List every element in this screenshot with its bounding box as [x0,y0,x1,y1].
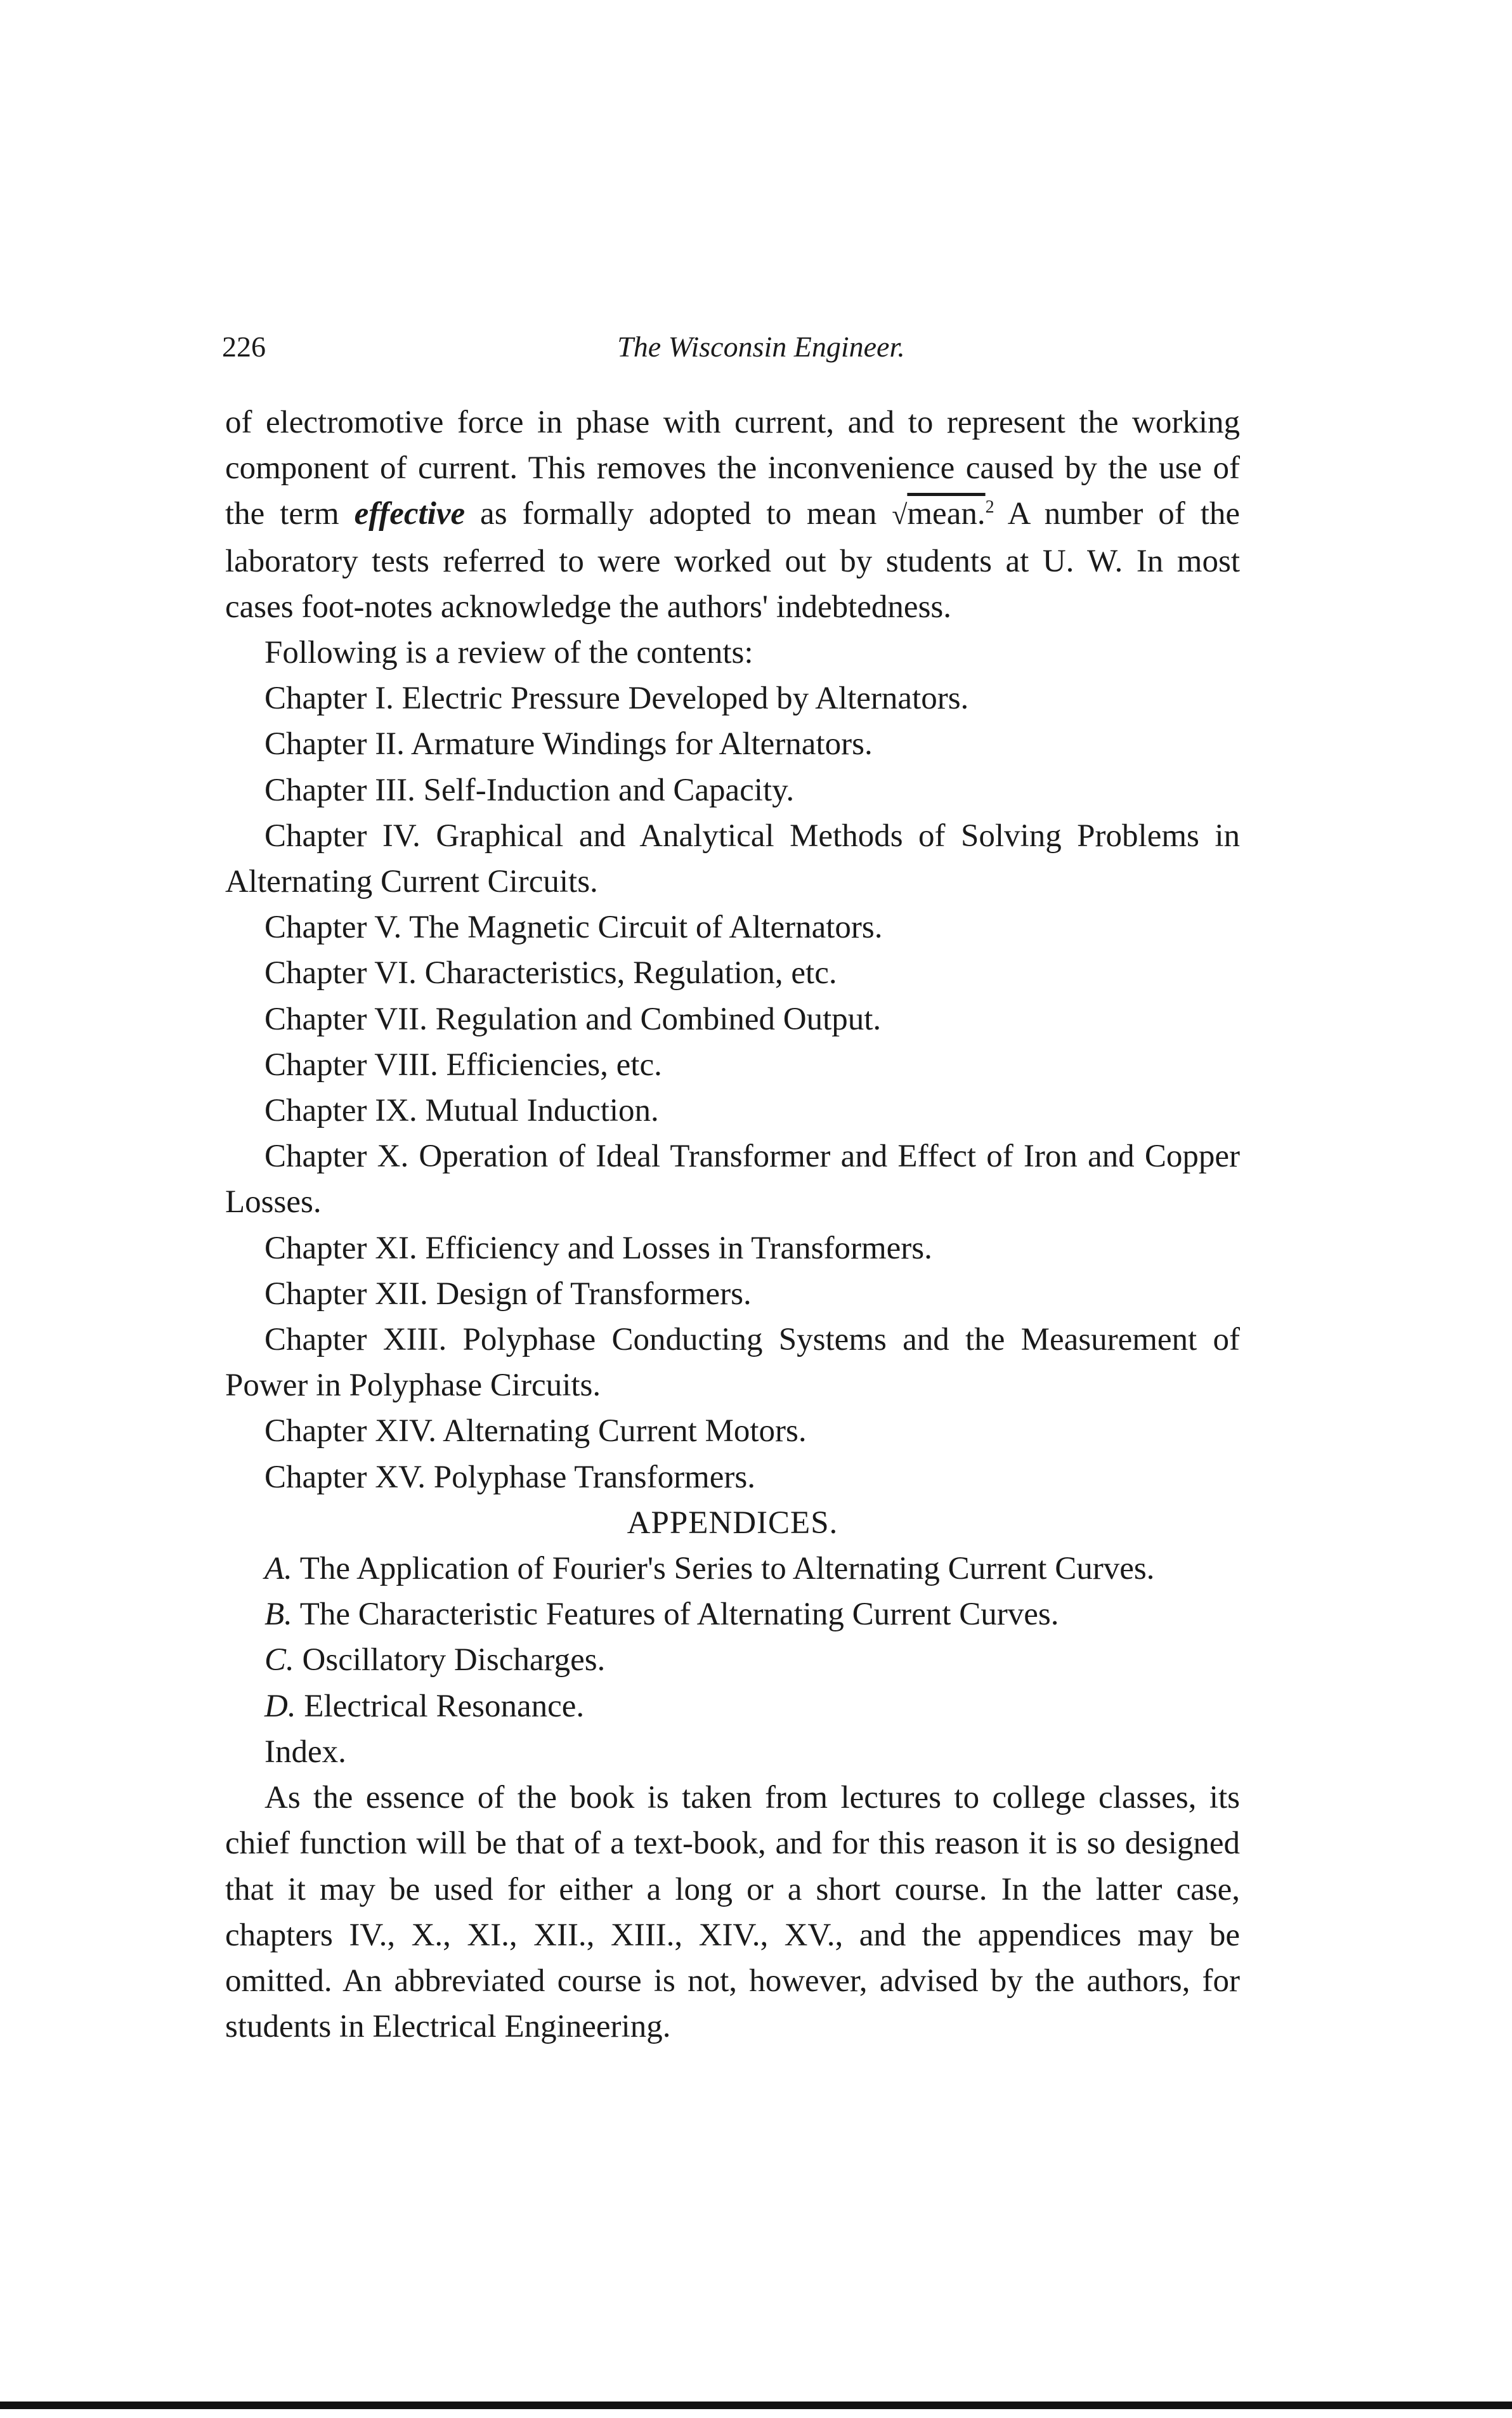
page-header [222,330,1249,374]
appendix-letter: A. [264,1551,292,1587]
sqrt-expression [892,491,994,538]
chapter-item: Chapter VII. Regulation and Combined Output. [264,1001,882,1037]
appendix-text: The Application of Fourier's Series to Alternating Current Curves. [292,1551,1155,1587]
intro-paragraph [225,400,1240,630]
closing-paragraph: As the essence of the book is taken from lectures to college classes, its chief function will be that of a text-book, and for this reason it is so designed that it may be used for either a long or a short course. In the latter case, chapters IV., X., XI., XII., XIII., XIV., XV., and the appendices may be omitted. An abbreviated course is not, however, advised by the authors, for students in Electrical Engineering. [225,1780,1240,2045]
index-label: Index. [264,1734,346,1770]
appendix-text: Electrical Resonance. [296,1688,585,1724]
appendix-letter: C. [264,1642,294,1678]
appendix-item [225,1683,1240,1729]
chapter-item: Chapter VI. Characteristics, Regulation, etc. [264,955,837,991]
appendix-letter: D. [264,1688,296,1724]
intro-text-1: of electromotive force in phase with current, and to represent the working component of current. This removes the inconvenience caused by the use of the term [225,405,1240,532]
page-body [225,400,1240,2049]
effective-term: effective [354,496,466,532]
chapter-item: Chapter V. The Magnetic Circuit of Alternators. [264,910,883,946]
chapter-item: Chapter I. Electric Pressure Developed by Alternators. [264,681,969,717]
appendix-item [225,1637,1240,1683]
chapter-item: Chapter XII. Design of Transformers. [264,1276,752,1312]
appendix-letter: B. [264,1597,292,1633]
intro-text-2: as formally adopted to mean [465,496,892,532]
sqrt-argument: mean. [907,496,986,532]
chapter-item: Chapter IV. Graphical and Analytical Methods of Solving Problems in Alternating Current Circuits. [225,818,1240,900]
chapter-item: Chapter VIII. Efficiencies, etc. [264,1047,662,1083]
appendix-text: Oscillatory Discharges. [294,1642,606,1678]
sqrt-superscript: 2 [985,497,994,518]
chapter-item: Chapter IX. Mutual Induction. [264,1093,659,1129]
scan-bottom-edge [0,2402,1512,2409]
page-number: 226 [222,330,266,363]
sqrt-sign: √ [892,499,908,531]
chapter-item: Chapter XIV. Alternating Current Motors. [264,1413,807,1449]
chapter-item: Chapter XI. Efficiency and Losses in Transformers. [264,1230,932,1266]
running-title: The Wisconsin Engineer. [617,330,905,363]
review-intro: Following is a review of the contents: [264,635,753,671]
appendix-item [225,1546,1240,1591]
chapter-item: Chapter XV. Polyphase Transformers. [264,1459,755,1495]
chapter-item: Chapter II. Armature Windings for Alternators. [264,726,873,762]
appendix-item [225,1591,1240,1637]
appendices-heading: APPENDICES. [627,1505,838,1541]
chapter-item: Chapter X. Operation of Ideal Transformer and Effect of Iron and Copper Losses. [225,1139,1240,1220]
appendix-text: The Characteristic Features of Alternating Current Curves. [292,1597,1059,1633]
chapter-item: Chapter III. Self-Induction and Capacity. [264,772,795,808]
chapter-item: Chapter XIII. Polyphase Conducting Systems and the Measurement of Power in Polyphase Circuits. [225,1322,1240,1404]
intro-text-3: A number of the laboratory tests referred to were worked out by students at U. W. In most cases foot-notes acknowledge the authors' indebtedness. [225,496,1240,625]
